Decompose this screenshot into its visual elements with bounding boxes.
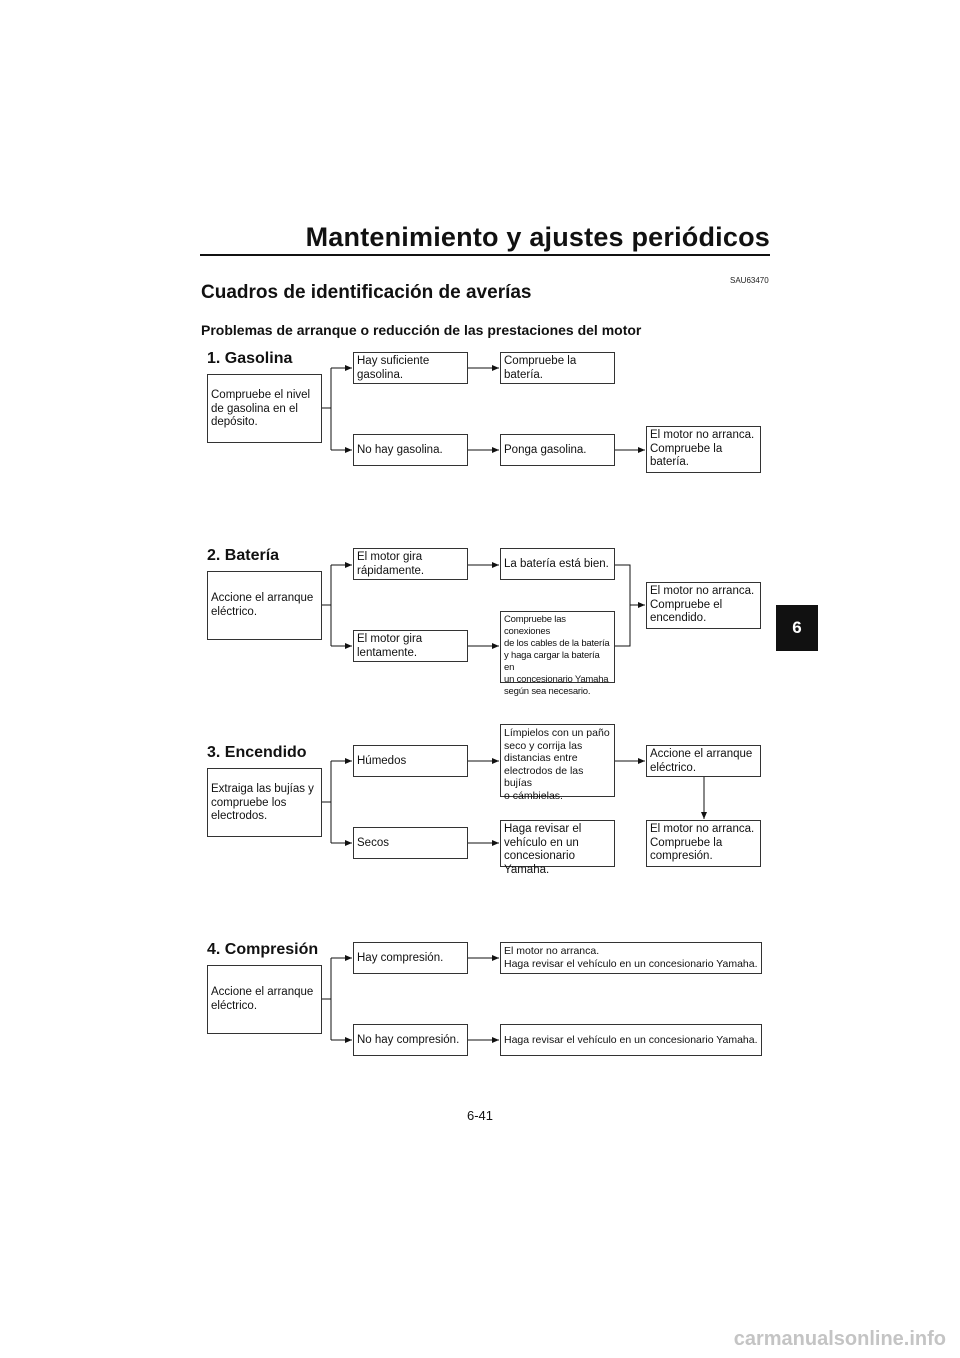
chapter-tab: 6	[776, 605, 818, 651]
gasolina-yes-box: Hay suficiente gasolina.	[353, 352, 468, 384]
encendido-no-box: Secos	[353, 827, 468, 859]
gasolina-no-box: No hay gasolina.	[353, 434, 468, 466]
bateria-start-box: Accione el arranque eléctrico.	[207, 571, 322, 640]
watermark: carmanualsonline.info	[733, 1328, 946, 1350]
bateria-no-action-box: Compruebe las conexiones de los cables de la batería y haga cargar la batería en un concesionario Yamaha según sea necesario.	[500, 611, 615, 683]
chart-title-gasolina: 1. Gasolina	[207, 350, 293, 367]
chart-title-bateria: 2. Batería	[207, 547, 280, 564]
chart-title-encendido: 3. Encendido	[207, 744, 307, 761]
bateria-yes-box: El motor gira rápidamente.	[353, 548, 468, 580]
compresion-no-result-box: Haga revisar el vehículo en un concesionario Yamaha.	[500, 1024, 762, 1056]
bateria-final-box: El motor no arranca. Compruebe el encendido.	[646, 582, 761, 629]
compresion-yes-box: Hay compresión.	[353, 942, 468, 974]
gasolina-no-action-box: Ponga gasolina.	[500, 434, 615, 466]
section-title: Cuadros de identificación de averías	[201, 282, 532, 303]
encendido-no-action-box: Haga revisar el vehículo en un concesionario Yamaha.	[500, 820, 615, 867]
bateria-no-box: El motor gira lentamente.	[353, 630, 468, 662]
encendido-start-box: Extraiga las bujías y compruebe los electrodos.	[207, 768, 322, 837]
encendido-final-box: El motor no arranca. Compruebe la compresión.	[646, 820, 761, 867]
compresion-yes-result-box: El motor no arranca. Haga revisar el vehículo en un concesionario Yamaha.	[500, 942, 762, 974]
compresion-start-box: Accione el arranque eléctrico.	[207, 965, 322, 1034]
bateria-yes-result-box: La batería está bien.	[500, 548, 615, 580]
encendido-yes-action-box: Límpielos con un paño seco y corrija las distancias entre electrodos de las bujías o cámbielas.	[500, 724, 615, 797]
page-number: 6-41	[466, 1108, 494, 1123]
gasolina-yes-result-box: Compruebe la batería.	[500, 352, 615, 384]
gasolina-no-result-box: El motor no arranca. Compruebe la batería.	[646, 426, 761, 473]
section-code: SAU63470	[730, 276, 769, 285]
encendido-yes-box: Húmedos	[353, 745, 468, 777]
page-header-title: Mantenimiento y ajustes periódicos	[305, 222, 770, 252]
compresion-no-box: No hay compresión.	[353, 1024, 468, 1056]
subtitle: Problemas de arranque o reducción de las prestaciones del motor	[201, 322, 642, 338]
encendido-retry-box: Accione el arranque eléctrico.	[646, 745, 761, 777]
chart-title-compresion: 4. Compresión	[207, 941, 319, 958]
gasolina-start-box: Compruebe el nivel de gasolina en el depósito.	[207, 374, 322, 443]
